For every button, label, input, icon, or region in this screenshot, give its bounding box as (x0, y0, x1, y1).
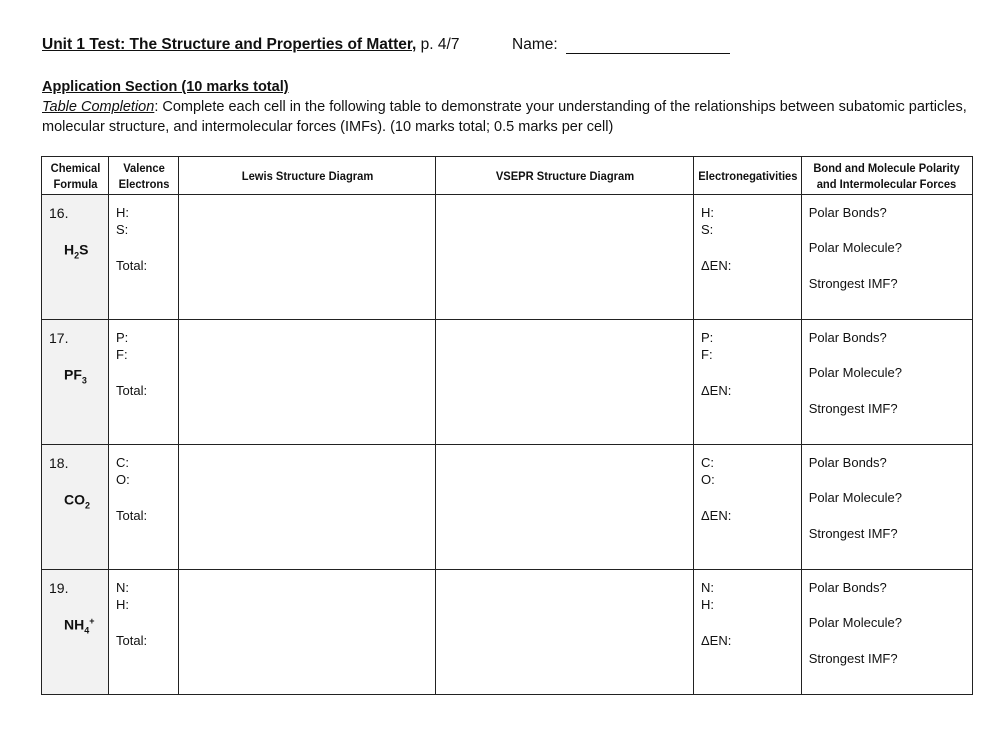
delta-en: ΔEN: (701, 258, 732, 273)
lewis-structure-cell[interactable] (179, 195, 436, 320)
electronegativity-cell[interactable] (694, 445, 802, 570)
page-header (42, 36, 459, 54)
polarity-cell[interactable] (801, 445, 972, 570)
test-title: Unit 1 Test: The Structure and Properties of Matter, (42, 36, 417, 53)
valence-electrons-cell[interactable] (109, 570, 179, 695)
delta-en: ΔEN: (701, 383, 732, 398)
polar-molecule-question: Polar Molecule? (808, 490, 902, 505)
question-number: 19. (49, 580, 69, 596)
instructions-lead: Table Completion (42, 99, 155, 115)
polarity-cell[interactable] (801, 570, 972, 695)
en-element-1: H: (701, 205, 714, 220)
chemical-formula: $NH_4^+$ (64, 616, 95, 636)
strongest-imf-question: Strongest IMF? (808, 526, 898, 541)
chemical-formula: $H_2S$ (64, 241, 89, 261)
delta-en: ΔEN: (701, 508, 732, 523)
table-row (42, 320, 973, 445)
vsepr-structure-cell[interactable] (436, 445, 694, 570)
valence-element-2: H: (116, 597, 129, 612)
valence-element-1: P: (116, 330, 129, 345)
header-lewis-structure: Lewis Structure Diagram (187, 157, 426, 195)
instructions (42, 97, 977, 137)
question-number: 18. (49, 455, 69, 471)
table-row (42, 570, 973, 695)
valence-element-1: C: (116, 455, 129, 470)
question-number: 17. (49, 330, 69, 346)
header-electronegativities: Electronegativities (697, 157, 797, 195)
polar-bonds-question: Polar Bonds? (808, 580, 887, 595)
valence-total: Total: (116, 383, 148, 398)
polar-bonds-question: Polar Bonds? (808, 205, 887, 220)
strongest-imf-question: Strongest IMF? (808, 651, 898, 666)
formula-cell (42, 445, 109, 570)
en-element-1: C: (701, 455, 714, 470)
lewis-structure-cell[interactable] (179, 570, 436, 695)
vsepr-structure-cell[interactable] (436, 320, 694, 445)
delta-en: ΔEN: (701, 633, 732, 648)
chemical-formula: $PF_3$ (64, 366, 87, 386)
valence-element-1: H: (116, 205, 129, 220)
polarity-cell[interactable] (801, 320, 972, 445)
lewis-structure-cell[interactable] (179, 445, 436, 570)
polar-bonds-question: Polar Bonds? (808, 455, 887, 470)
polarity-cell[interactable] (801, 195, 972, 320)
electronegativity-cell[interactable] (694, 320, 802, 445)
valence-element-2: O: (116, 472, 130, 487)
formula-cell (42, 320, 109, 445)
page-number: p. 4/7 (416, 36, 460, 53)
name-field-line[interactable] (566, 53, 730, 54)
vsepr-structure-cell[interactable] (436, 570, 694, 695)
table-row (42, 445, 973, 570)
formula-cell (42, 570, 109, 695)
strongest-imf-question: Strongest IMF? (808, 276, 898, 291)
polar-molecule-question: Polar Molecule? (808, 365, 902, 380)
strongest-imf-question: Strongest IMF? (808, 401, 898, 416)
instructions-text: : Complete each cell in the following table to demonstrate your understanding of the relationships between subatomic particles, molecular structure, and intermolecular forces (IMFs). (10 marks total; 0.5 marks per cell) (42, 99, 967, 135)
valence-total: Total: (116, 258, 148, 273)
header-chemical-formula: Chemical Formula (44, 157, 106, 195)
valence-element-1: N: (116, 580, 129, 595)
table-header-row (42, 157, 973, 195)
valence-total: Total: (116, 508, 148, 523)
vsepr-structure-cell[interactable] (436, 195, 694, 320)
header-vsepr-structure: VSEPR Structure Diagram (445, 157, 685, 195)
en-element-2: S: (701, 222, 714, 237)
polar-molecule-question: Polar Molecule? (808, 615, 902, 630)
formula-cell (42, 195, 109, 320)
lewis-structure-cell[interactable] (179, 320, 436, 445)
en-element-2: H: (701, 597, 714, 612)
en-element-2: F: (701, 347, 713, 362)
en-element-1: N: (701, 580, 714, 595)
en-element-2: O: (701, 472, 715, 487)
valence-element-2: F: (116, 347, 128, 362)
table-row (42, 195, 973, 320)
valence-electrons-cell[interactable] (109, 445, 179, 570)
header-valence-electrons: Valence Electrons (111, 157, 176, 195)
question-number: 16. (49, 205, 69, 221)
electronegativity-cell[interactable] (694, 195, 802, 320)
electronegativity-cell[interactable] (694, 570, 802, 695)
chemical-formula: $CO_2$ (64, 491, 91, 511)
name-label: Name: (512, 36, 558, 53)
valence-total: Total: (116, 633, 148, 648)
header-polarity-imf: Bond and Molecule Polarity and Intermolecular Forces (807, 157, 966, 195)
en-element-1: P: (701, 330, 714, 345)
valence-electrons-cell[interactable] (109, 320, 179, 445)
valence-element-2: S: (116, 222, 129, 237)
polar-bonds-question: Polar Bonds? (808, 330, 887, 345)
section-title: Application Section (10 marks total) (42, 79, 289, 95)
matter-table (41, 156, 973, 695)
polar-molecule-question: Polar Molecule? (808, 240, 902, 255)
valence-electrons-cell[interactable] (109, 195, 179, 320)
